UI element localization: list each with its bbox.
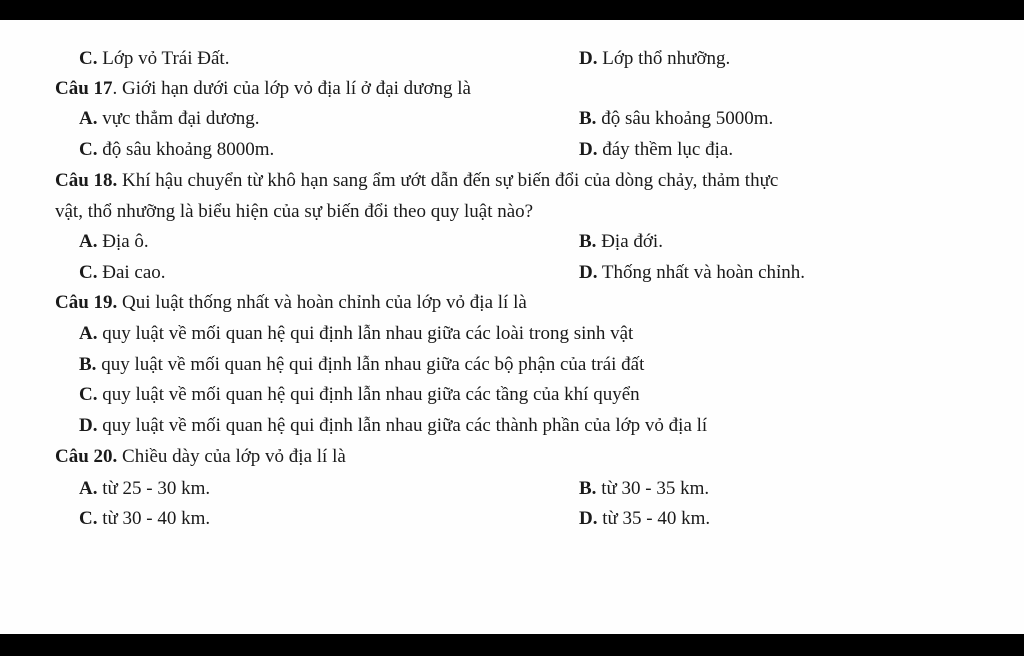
option-letter: A.: [79, 323, 98, 344]
question-text: . Giới hạn dưới của lớp vỏ địa lí ở đại dương là: [112, 78, 471, 99]
document-page: [0, 20, 1024, 634]
option-text: độ sâu khoảng 8000m.: [97, 139, 275, 160]
option-letter: C.: [79, 48, 98, 69]
q18-stem-line2: [55, 199, 533, 225]
q17-stem: [55, 76, 471, 102]
q16-option-d: [579, 46, 730, 72]
q18-option-c: [79, 260, 166, 286]
option-letter: C.: [79, 139, 98, 160]
option-letter: A.: [79, 478, 98, 499]
option-letter: B.: [579, 231, 597, 252]
option-text: từ 35 - 40 km.: [597, 508, 711, 529]
q19-option-a: [79, 321, 633, 347]
option-letter: D.: [579, 48, 598, 69]
option-letter: C.: [79, 384, 98, 405]
option-letter: D.: [579, 262, 598, 283]
q17-option-a: [79, 106, 260, 132]
option-text: từ 25 - 30 km.: [97, 478, 211, 499]
option-text: đáy thềm lục địa.: [597, 139, 734, 160]
question-text: vật, thổ nhưỡng là biểu hiện của sự biến đổi theo quy luật nào?: [55, 201, 534, 222]
option-text: Lớp thổ nhưỡng.: [597, 48, 731, 69]
option-letter: D.: [79, 415, 98, 436]
option-letter: D.: [579, 139, 598, 160]
q19-stem: [55, 290, 527, 316]
q17-option-d: [579, 137, 733, 163]
option-text: quy luật về mối quan hệ qui định lẫn nhau giữa các loài trong sinh vật: [97, 323, 634, 344]
q16-option-c: [79, 46, 229, 72]
option-text: từ 30 - 40 km.: [97, 508, 211, 529]
question-text: Chiều dày của lớp vỏ địa lí là: [117, 446, 346, 467]
option-letter: C.: [79, 508, 98, 529]
question-label: Câu 17: [55, 78, 113, 99]
option-text: Địa đới.: [596, 231, 663, 252]
q20-option-a: [79, 476, 210, 502]
option-letter: B.: [79, 354, 97, 375]
question-text: Khí hậu chuyển từ khô hạn sang ẩm ướt dẫn đến sự biến đổi của dòng chảy, thảm thực: [117, 170, 779, 191]
option-text: vực thẳm đại dương.: [97, 108, 260, 129]
q20-option-c: [79, 506, 210, 532]
option-letter: A.: [79, 231, 98, 252]
q18-option-d: [579, 260, 805, 286]
option-letter: B.: [579, 478, 597, 499]
q18-stem-line1: [55, 168, 778, 194]
q19-option-d: [79, 413, 707, 439]
question-label: Câu 19.: [55, 292, 118, 313]
option-text: Thống nhất và hoàn chỉnh.: [597, 262, 806, 283]
q17-option-c: [79, 137, 274, 163]
q17-option-b: [579, 106, 773, 132]
option-text: quy luật về mối quan hệ qui định lẫn nhau giữa các tầng của khí quyển: [97, 384, 640, 405]
q19-option-c: [79, 382, 640, 408]
option-text: độ sâu khoảng 5000m.: [596, 108, 774, 129]
option-text: quy luật về mối quan hệ qui định lẫn nhau giữa các bộ phận của trái đất: [96, 354, 645, 375]
question-label: Câu 20.: [55, 446, 118, 467]
option-letter: D.: [579, 508, 598, 529]
option-text: Đai cao.: [97, 262, 166, 283]
option-letter: A.: [79, 108, 98, 129]
q20-option-d: [579, 506, 710, 532]
question-label: Câu 18.: [55, 170, 118, 191]
option-text: Lớp vỏ Trái Đất.: [97, 48, 230, 69]
option-text: quy luật về mối quan hệ qui định lẫn nhau giữa các thành phần của lớp vỏ địa lí: [97, 415, 708, 436]
q20-stem: [55, 444, 346, 470]
q19-option-b: [79, 352, 644, 378]
option-letter: C.: [79, 262, 98, 283]
option-letter: B.: [579, 108, 597, 129]
q20-option-b: [579, 476, 709, 502]
option-text: Địa ô.: [97, 231, 149, 252]
question-text: Qui luật thống nhất và hoàn chỉnh của lớp vỏ địa lí là: [117, 292, 527, 313]
q18-option-b: [579, 229, 663, 255]
q18-option-a: [79, 229, 149, 255]
option-text: từ 30 - 35 km.: [596, 478, 710, 499]
